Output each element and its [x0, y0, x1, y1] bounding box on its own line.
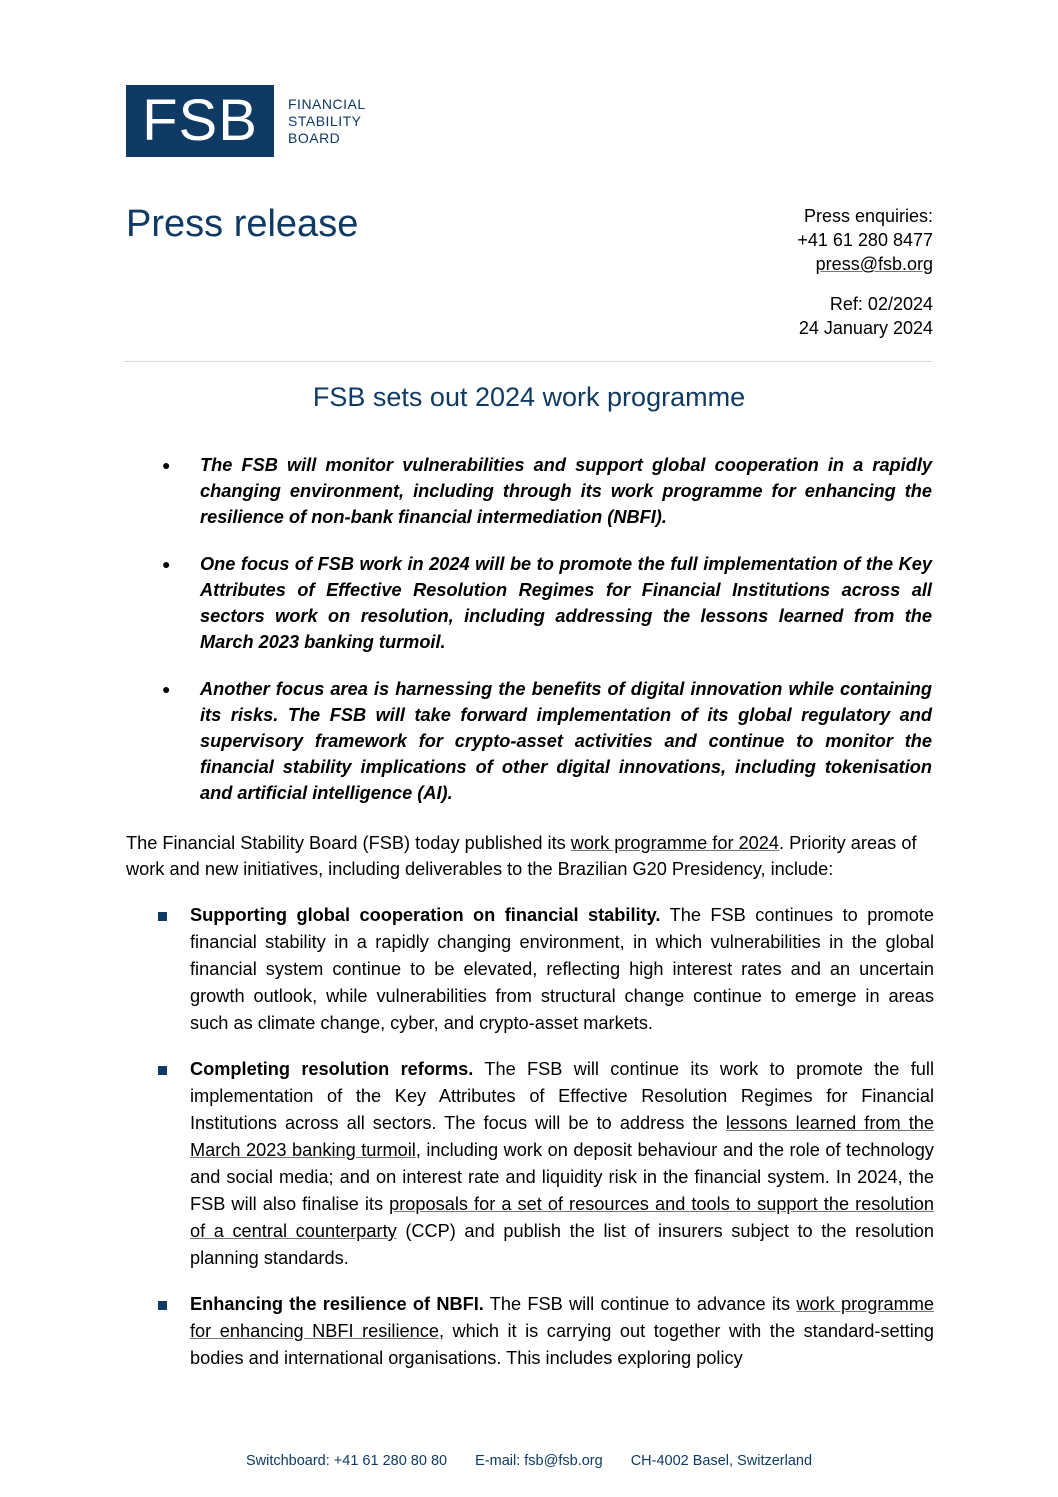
bullet-icon: ● [162, 681, 171, 697]
priority-item: Completing resolution reforms. The FSB will continue its work to promote the full implementation of the Key Attributes of Effective Resolution Regimes for Financial Institutions across all sectors. The focus will be to address the lessons learned from the March 2023 banking turmoil, including work on deposit behaviour and the role of technology and social media; and on interest rate and liquidity risk in the financial system. In 2024, the FSB will also finalise its proposals for a set of resources and tools to support the resolution of a central counterparty (CCP) and publish the list of insurers subject to the resolution planning standards. [156, 1056, 934, 1272]
divider [124, 361, 932, 362]
priority-title: Supporting global cooperation on financial stability. [190, 905, 661, 925]
contact-email-link[interactable]: press@fsb.org [815, 254, 933, 274]
priority-list [156, 902, 934, 1391]
reference-number: Ref: 02/2024 [829, 294, 933, 314]
ccp-resolution-proposals-link[interactable]: proposals for a set of resources and tools to support the resolution of a central counterparty [190, 1194, 935, 1241]
summary-item: ● One focus of FSB work in 2024 will be to promote the full implementation of the Key Attributes of Effective Resolution Regimes for Financial Institutions across all sectors work on resolution, including addressing the lessons learned from the March 2023 banking turmoil. [162, 551, 932, 655]
contact-phone: +41 61 280 8477 [797, 230, 933, 250]
priority-title: Enhancing the resilience of NBFI. [190, 1294, 484, 1314]
page-title: FSB sets out 2024 work programme [312, 382, 746, 412]
page-footer [0, 1453, 1058, 1469]
logo-line: FINANCIAL [288, 95, 366, 112]
nbfi-work-programme-link[interactable]: work programme for enhancing NBFI resilience [190, 1294, 934, 1341]
priority-title: Completing resolution reforms. [190, 1059, 474, 1079]
priority-item: Enhancing the resilience of NBFI. The FSB will continue to advance its work programme for enhancing NBFI resilience, which it is carrying out together with the standard-setting bodies and international organisations. This includes exploring policy [156, 1291, 934, 1372]
priority-item: Supporting global cooperation on financial stability. The FSB continues to promote financial stability in a rapidly changing environment, in which vulnerabilities in the global financial system continue to be elevated, reflecting high interest rates and an uncertain growth outlook, while vulnerabilities from structural change continue to emerge in areas such as climate change, cyber, and crypto-asset markets. [156, 902, 934, 1037]
contact-label: Press enquiries: [803, 206, 933, 226]
footer-address: CH-4002 Basel, Switzerland [630, 1453, 813, 1469]
summary-item: ● The FSB will monitor vulnerabilities and support global cooperation in a rapidly changing environment, including through its work programme for enhancing the resilience of non-bank financial intermediation (NBFI). [162, 452, 932, 530]
logo-mark: FSB [126, 85, 274, 157]
release-date: 24 January 2024 [798, 318, 933, 338]
work-programme-link[interactable]: work programme for 2024 [570, 833, 780, 853]
footer-email: E-mail: fsb@fsb.org [475, 1453, 603, 1469]
press-contact [797, 204, 933, 276]
summary-item: ● Another focus area is harnessing the benefits of digital innovation while containing its risks. The FSB will take forward implementation of its global regulatory and supervisory framework for crypto-asset activities and continue to monitor the financial stability implications of other digital innovations, including tokenisation and artificial intelligence (AI). [162, 676, 932, 806]
logo-line: BOARD [288, 129, 341, 146]
square-bullet-icon [158, 912, 167, 921]
doc-type-title: Press release [126, 203, 359, 245]
bullet-icon: ● [162, 556, 171, 572]
lessons-learned-link[interactable]: lessons learned from the March 2023 banking turmoil [190, 1113, 934, 1160]
square-bullet-icon [158, 1066, 167, 1075]
intro-paragraph: The Financial Stability Board (FSB) today published its work programme for 2024. Priority areas of work and new initiatives, including deliverables to the Brazilian G20 Presidency, include: [126, 833, 917, 879]
logo-line: STABILITY [288, 112, 362, 129]
reference-block [799, 292, 933, 340]
logo-wordmark [288, 96, 366, 147]
footer-switchboard: Switchboard: +41 61 280 80 80 [245, 1453, 448, 1469]
summary-bullets [162, 452, 932, 827]
fsb-logo [126, 85, 366, 157]
square-bullet-icon [158, 1301, 167, 1310]
bullet-icon: ● [162, 457, 171, 473]
